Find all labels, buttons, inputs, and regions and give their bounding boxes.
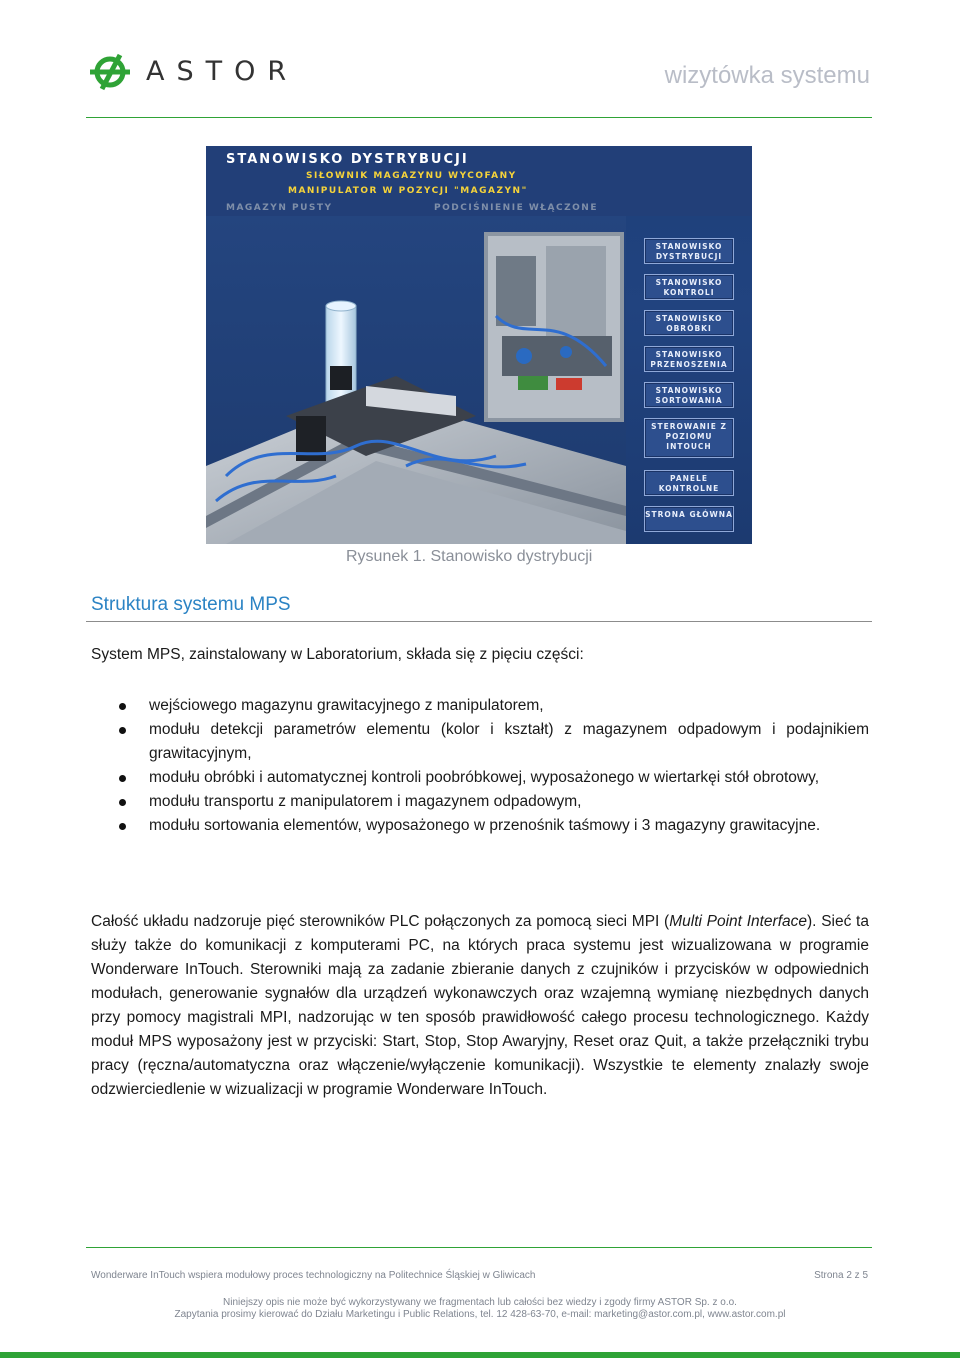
figure-status-line: PODCIŚNIENIE WŁĄCZONE xyxy=(434,203,598,213)
section-divider xyxy=(86,621,872,622)
brand-name: ASTOR xyxy=(146,56,299,87)
figure-status-line: MANIPULATOR W POZYCJI "MAGAZYN" xyxy=(288,186,528,196)
footer-note: Niniejszy opis nie może być wykorzystywany we fragmentach lub całości bez wiedzy i zgody firmy ASTOR Sp. z o.o. xyxy=(223,1297,737,1308)
bullet-icon xyxy=(119,703,126,710)
bullet-icon xyxy=(119,799,126,806)
bottom-accent-bar xyxy=(0,1352,960,1358)
nav-button-dystrybucji: STANOWISKO DYSTRYBUCJI xyxy=(644,238,734,264)
list-item: modułu detekcji parametrów elementu (kolor i kształt) z magazynem odpadowym i podajnikiem grawitacyjnym, xyxy=(91,718,869,766)
figure-title: STANOWISKO DYSTRYBUCJI xyxy=(226,152,469,167)
footer-contact: Zapytania prosimy kierować do Działu Marketingu i Public Relations, tel. 12 428-63-70, e-mail: marketing@astor.com.pl, www.astor.com.pl xyxy=(174,1309,786,1320)
bullet-icon xyxy=(119,727,126,734)
parts-list xyxy=(91,694,869,838)
nav-button-sterowanie: STEROWANIE Z POZIOMU INTOUCH xyxy=(644,418,734,458)
footer-divider xyxy=(86,1247,872,1248)
header-title: wizytówka systemu xyxy=(664,62,870,89)
list-item: modułu transportu z manipulatorem i magazynem odpadowym, xyxy=(91,790,869,814)
figure-status-line: SIŁOWNIK MAGAZYNU WYCOFANY xyxy=(306,171,517,181)
nav-button-przenoszenia: STANOWISKO PRZENOSZENIA xyxy=(644,346,734,372)
station-photo xyxy=(206,216,626,544)
figure-screenshot xyxy=(206,146,752,544)
bullet-icon xyxy=(119,823,126,830)
figure-status-line: MAGAZYN PUSTY xyxy=(226,203,333,213)
nav-button-obrobki: STANOWISKO OBRÓBKI xyxy=(644,310,734,336)
list-item: modułu sortowania elementów, wyposażonego w przenośnik taśmowy i 3 magazyny grawitacyjne. xyxy=(91,814,869,838)
figure-caption: Rysunek 1. Stanowisko dystrybucji xyxy=(346,548,593,565)
list-item: modułu obróbki i automatycznej kontroli poobróbkowej, wyposażonego w wiertarkęi stół obrotowy, xyxy=(91,766,869,790)
header-divider xyxy=(86,117,872,118)
intro-text: System MPS, zainstalowany w Laboratorium, składa się z pięciu części: xyxy=(91,646,584,663)
nav-button-strona-glowna: STRONA GŁÓWNA xyxy=(644,506,734,532)
section-title: Struktura systemu MPS xyxy=(91,594,291,615)
list-item: wejściowego magazynu grawitacyjnego z manipulatorem, xyxy=(91,694,869,718)
nav-button-kontroli: STANOWISKO KONTROLI xyxy=(644,274,734,300)
bullet-icon xyxy=(119,775,126,782)
nav-button-panele: PANELE KONTROLNE xyxy=(644,470,734,496)
body-paragraph: Całość układu nadzoruje pięć sterowników PLC połączonych za pomocą sieci MPI (Multi Point Interface). Sieć ta służy także do komunikacji z komputerami PC, na których praca systemu jest wizualizowana w programie Wonderware InTouch. Sterowniki mają za zadanie zbieranie danych z czujników i przycisków w odpowiednich modułach, generowanie sygnałów dla urządzeń wykonawczych oraz wzajemną wymianę niezbędnych danych przy pomocy magistrali MPI, nadzorując w ten sposób prawidłowość całego procesu technologicznego. Każdy moduł MPS wyposażony jest w przyciski: Start, Stop, Stop Awaryjny, Reset oraz Quit, a także przełączniki trybu pracy (ręczna/automatyczna oraz włączenie/wyłączenie komunikacji). Wszystkie te elementy znalazły swoje odzwierciedlenie w wizualizacji w programie Wonderware InTouch. xyxy=(91,913,869,1098)
page-number: Strona 2 z 5 xyxy=(814,1270,868,1281)
nav-button-sortowania: STANOWISKO SORTOWANIA xyxy=(644,382,734,408)
footer-text: Wonderware InTouch wspiera modułowy proces technologiczny na Politechnice Śląskiej w Gliwicach xyxy=(91,1270,536,1281)
